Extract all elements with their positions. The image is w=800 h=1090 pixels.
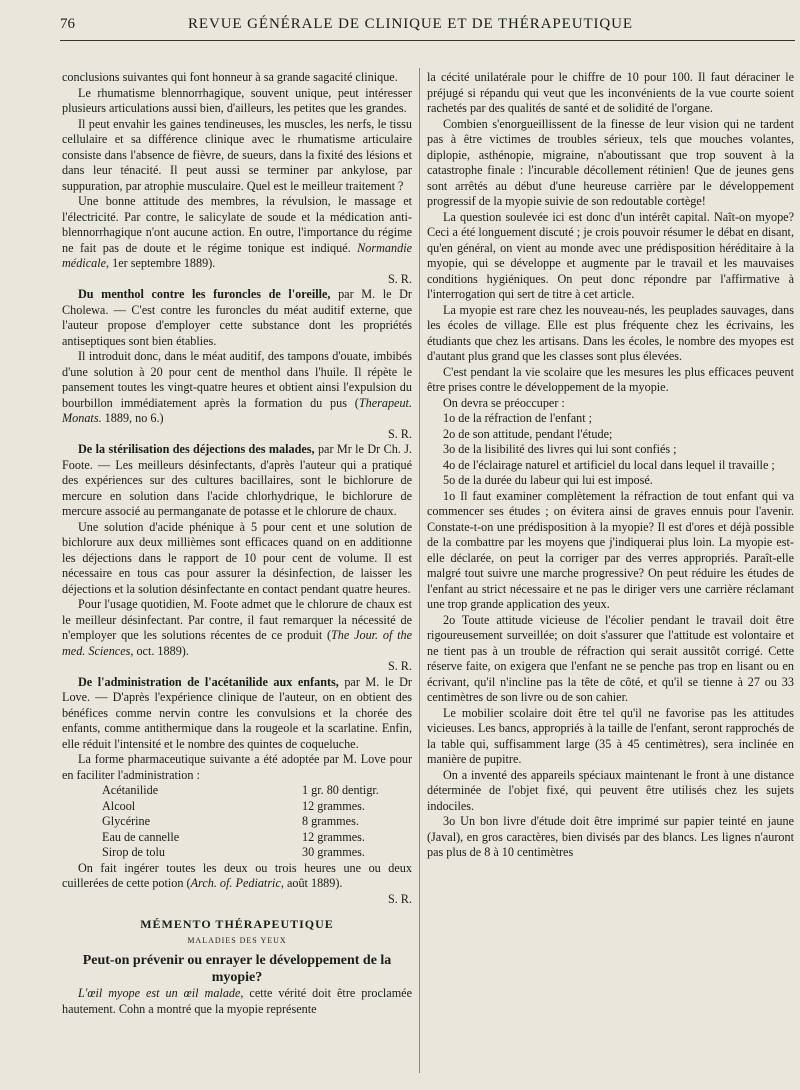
paragraph: Une solution d'acide phénique à 5 pour cent et une solution de bichlorure aux deux millièmes sont efficaces quand on en additionne les déjections dans le rapport de 10 pour cent de volume. Il est nécessaire en tous cas pour assurer la désinfection, de laisser les déjections et la solution désinfectante en contact pendant quatre heures. — [62, 519, 412, 596]
list-item: 5o de la durée du labeur qui lui est imposé. — [443, 473, 653, 487]
paragraph: On devra se préoccuper : — [443, 395, 565, 410]
author-signature: S. R. — [387, 271, 412, 286]
running-header — [60, 16, 800, 38]
author-signature: S. R. — [387, 659, 412, 673]
author-signature: S. R. — [387, 426, 412, 441]
memento-heading: MÉMENTO THÉRAPEUTIQUE — [140, 917, 334, 931]
section-heading: De la stérilisation des déjections des malades, — [78, 442, 315, 456]
paragraph: On a inventé des appareils spéciaux maintenant le front à une distance déterminée de l'objet fixé, qui peuvent être utilisés chez les sujets indociles. — [427, 767, 794, 813]
ingredient-quantity: 1 gr. 80 dentigr. — [302, 783, 379, 797]
ingredient-quantity: 12 grammes. — [302, 798, 365, 813]
citation-tail: oct. 1889). — [133, 643, 189, 658]
paragraph-text: On fait ingérer toutes les deux ou trois heures une ou deux cuillerées de cette potion ( — [62, 860, 412, 890]
lead-phrase: L'œil myope est un œil malade, — [78, 986, 244, 1000]
list-item: 1o de la réfraction de l'enfant ; — [443, 411, 593, 425]
section-acetanilide — [62, 675, 412, 753]
paragraph-text: Il introduit donc, dans le méat auditif, des tampons d'ouate, imbibés d'une solution à 20 pour cent de menthol dans l'huile. Il répète le pansement toutes les vingt-quatre heures et obtient ainsi l'expulsion du bourbillon immédiatement après la formation du pus ( — [62, 349, 412, 410]
recipe-row — [102, 845, 412, 861]
recipe-row — [102, 783, 412, 799]
author-signature: S. R. — [387, 891, 412, 906]
recipe-row — [102, 814, 412, 830]
ingredient-name: Sirop de tolu — [102, 845, 165, 859]
citation-tail: août 1889). — [283, 876, 343, 890]
source-citation: Arch. of. Pediatric, — [190, 876, 284, 890]
header-rule — [60, 40, 795, 41]
recipe-row — [102, 830, 412, 846]
section-heading: De l'administration de l'acétanilide aux enfants, — [78, 674, 339, 689]
paragraph — [62, 861, 412, 892]
paragraph: C'est pendant la vie scolaire que les mesures les plus efficaces peuvent être prises contre le développement de la myopie. — [427, 364, 794, 394]
list-item: 4o de l'éclairage naturel et artificiel du local dans lequel il travaille ; — [443, 457, 775, 472]
paragraph: La myopie est rare chez les nouveau-nés, les peuplades sauvages, dans les écoles de village. Elle est plus fréquente chez les écrivains, les étudiants que chez les artisans. Dans les écoles, le nombre des myopes est d'autant plus grand que les classes sont plus élevées. — [427, 302, 794, 363]
section-text: C'est contre les furoncles du méat auditif externe, que l'auteur propose d'employer cette substance dont les propriétés antiseptiques sont bien établies. — [62, 302, 412, 348]
paragraph: La question soulevée ici est donc d'un intérêt capital. Naît-on myope? Ceci a été longuement discuté ; je crois pouvoir résumer le débat en disant, qu'en général, on vient au monde avec une prédisposition héréditaire à la myopie, qui se développe et augmente par le travail et les mauvaises conditions hygiéniques. On peut donc répondre par l'affirmative à l'interrogation qui sert de titre à cet article. — [427, 209, 794, 301]
ingredient-quantity: 30 grammes. — [302, 845, 365, 859]
paragraph: 2o Toute attitude vicieuse de l'écolier pendant le travail doit être rigoureusement surveillée; on doit s'assurer que l'attitude est volontaire et ne tient pas à un trouble de réfraction qui serait aussitôt corrigé. Cette réserve faite, on exigera que l'enfant ne se penche pas trop en lisant ou en écrivant, qu'il n'incline pas la tête de côté, et qu'il se tienne à 27 ou 33 centimètres de son livre ou de son cahier. — [427, 612, 794, 704]
list-item: 3o de la lisibilité des livres qui lui sont confiés ; — [443, 442, 677, 456]
column-divider — [419, 68, 420, 1073]
paragraph — [62, 194, 412, 272]
section-heading: Du menthol contre les furoncles de l'oreille, — [78, 287, 331, 301]
paragraph: 3o Un bon livre d'étude doit être imprimé sur papier teinté en jaune (Javal), en gros caractères, bien divisés par des blancs. Les lignes n'auront pas plus de 8 à 10 centimètres — [427, 814, 794, 859]
paragraph: la cécité unilatérale pour le chiffre de 10 pour 100. Il faut déraciner le préjugé si répandu qui veut que les inconvénients de la vue courte soient rachetés par des qualités de santé et de solidité de l'organe. — [427, 70, 794, 115]
paragraph-text: Une bonne attitude des membres, la révulsion, le massage et l'électricité. Par contre, le salicylate de soude et la médication anti-blennorrhagique n'ont aucune action. En outre, l'importance du régime ne fait pas de doute et le régime tonique est indiqué. — [62, 194, 412, 255]
paragraph-text: Pour l'usage quotidien, M. Foote admet que le chlorure de chaux est le meilleur désinfectant. Par contre, il faut remarquer la nécessité de n'employer que les solutions récentes de ce produit ( — [62, 597, 412, 642]
source-citation: Therapeut. Monats. — [62, 395, 412, 425]
source-citation: Normandie médicale — [62, 240, 412, 270]
list-item: 2o de son attitude, pendant l'étude; — [443, 426, 613, 441]
paragraph: Combien s'enorgueillissent de la finesse de leur vision qui ne tardent pas à être victimes de troubles sérieux, tels que mouches volantes, diplopie, asthénopie, migraine, n'aboutissant que trop souvent à la catastrophe finale : l'incurable décollement rétinien! Que de jeunes gens sont arrêtés au début d'une heureuse carrière par le développement progressif de la myopie suivie de son redoutable cortège! — [427, 116, 794, 208]
ingredient-quantity: 8 grammes. — [302, 814, 359, 828]
section-author: par M. le Dr Love. — — [62, 674, 412, 704]
section-menthol — [62, 287, 412, 349]
right-column — [427, 70, 794, 861]
subsection-label: MALADIES DES YEUX — [187, 935, 287, 945]
section-author: par Mr le Dr Ch. J. Foote. — — [62, 442, 413, 472]
section-author: par M. le Dr Cholewa. — — [62, 287, 412, 317]
paragraph: Le rhumatisme blennorrhagique, souvent unique, peut intéresser plusieurs articulations aussi bien, d'ailleurs, les petites que les grandes. — [62, 85, 412, 115]
ingredient-name: Alcool — [102, 798, 136, 813]
paragraph — [62, 597, 412, 659]
source-citation: The Jour. of the med. Sciences, — [62, 628, 412, 658]
paragraph-text: cette vérité doit être proclamée hautement. Cohn a montré que la myopie représente — [62, 986, 412, 1016]
citation-tail: , 1er septembre 1889). — [106, 256, 216, 270]
ingredient-quantity: 12 grammes. — [302, 829, 365, 844]
journal-title: REVUE GÉNÉRALE DE CLINIQUE ET DE THÉRAPEUTIQUE — [188, 16, 633, 32]
page-number: 76 — [60, 16, 75, 32]
recipe-list — [102, 783, 412, 861]
section-text: Les meilleurs désinfectants, d'après l'auteur qui a pratiqué des expériences sur des cultures bacillaires, sont le bichlorure de mercure en solution dans l'acide chlorhydrique, le bichlorure de mercure associé au permanganate de potasse et le chlorure de chaux. — [62, 457, 412, 518]
article-title: Peut-on prévenir ou enrayer le développement de la myopie? — [82, 953, 392, 985]
left-column — [62, 70, 412, 1017]
paragraph: La forme pharmaceutique suivante a été adoptée par M. Love pour en faciliter l'administration : — [62, 752, 412, 782]
paragraph: Le mobilier scolaire doit être tel qu'il ne favorise pas les attitudes vicieuses. Les bancs, appropriés à la taille de l'enfant, seront rapprochés de la table qui, suffisamment large (35 à 45 centimètres), sera inclinée en manière de pupitre. — [427, 705, 794, 766]
section-text: D'après l'expérience clinique de l'auteur, on en obtient des bénéfices comme nervin contre les convulsions et la chorée des enfants, comme antithermique dans la rougeole et la scarlatine. Enfin, elle réduit l'intensité et le nombre des quintes de coqueluche. — [62, 690, 412, 751]
ingredient-name: Acétanilide — [102, 783, 159, 797]
section-sterilisation — [62, 442, 412, 520]
paragraph: 1o Il faut examiner complètement la réfraction de tout enfant qui va commencer ses études ; on évitera ainsi de graves ennuis pour l'avenir. Constate-t-on une prédisposition à la myopie? Il est d'ores et déjà possible de la combattre par les moyens que j'indiquerai plus loin. La myopie est-elle déclarée, on peut la corriger par des verres appropriés. Paraît-elle malgré tout suivre une marche progressive? On peut réduire les études de l'enfant au strict nécessaire et ne pas le diriger vers une carrière réclamant une trop grande application des yeux. — [427, 488, 794, 611]
paragraph — [62, 986, 412, 1017]
recipe-row — [102, 799, 412, 815]
paragraph — [62, 349, 412, 427]
ingredient-name: Glycérine — [102, 814, 151, 828]
citation-tail: 1889, no 6.) — [101, 411, 164, 425]
ingredient-name: Eau de cannelle — [102, 829, 180, 844]
paragraph: conclusions suivantes qui font honneur à sa grande sagacité clinique. — [62, 70, 398, 84]
paragraph: Il peut envahir les gaines tendineuses, les muscles, les nerfs, le tissu cellulaire et sa différence clinique avec le rhumatisme articulaire consiste dans l'absence de fièvre, de sueurs, dans la fixité des lésions et dans leur ténacité. Il peut aussi se terminer par ankylose, par suppuration, par atrophie musculaire. Quel est le meilleur traitement ? — [62, 116, 412, 193]
